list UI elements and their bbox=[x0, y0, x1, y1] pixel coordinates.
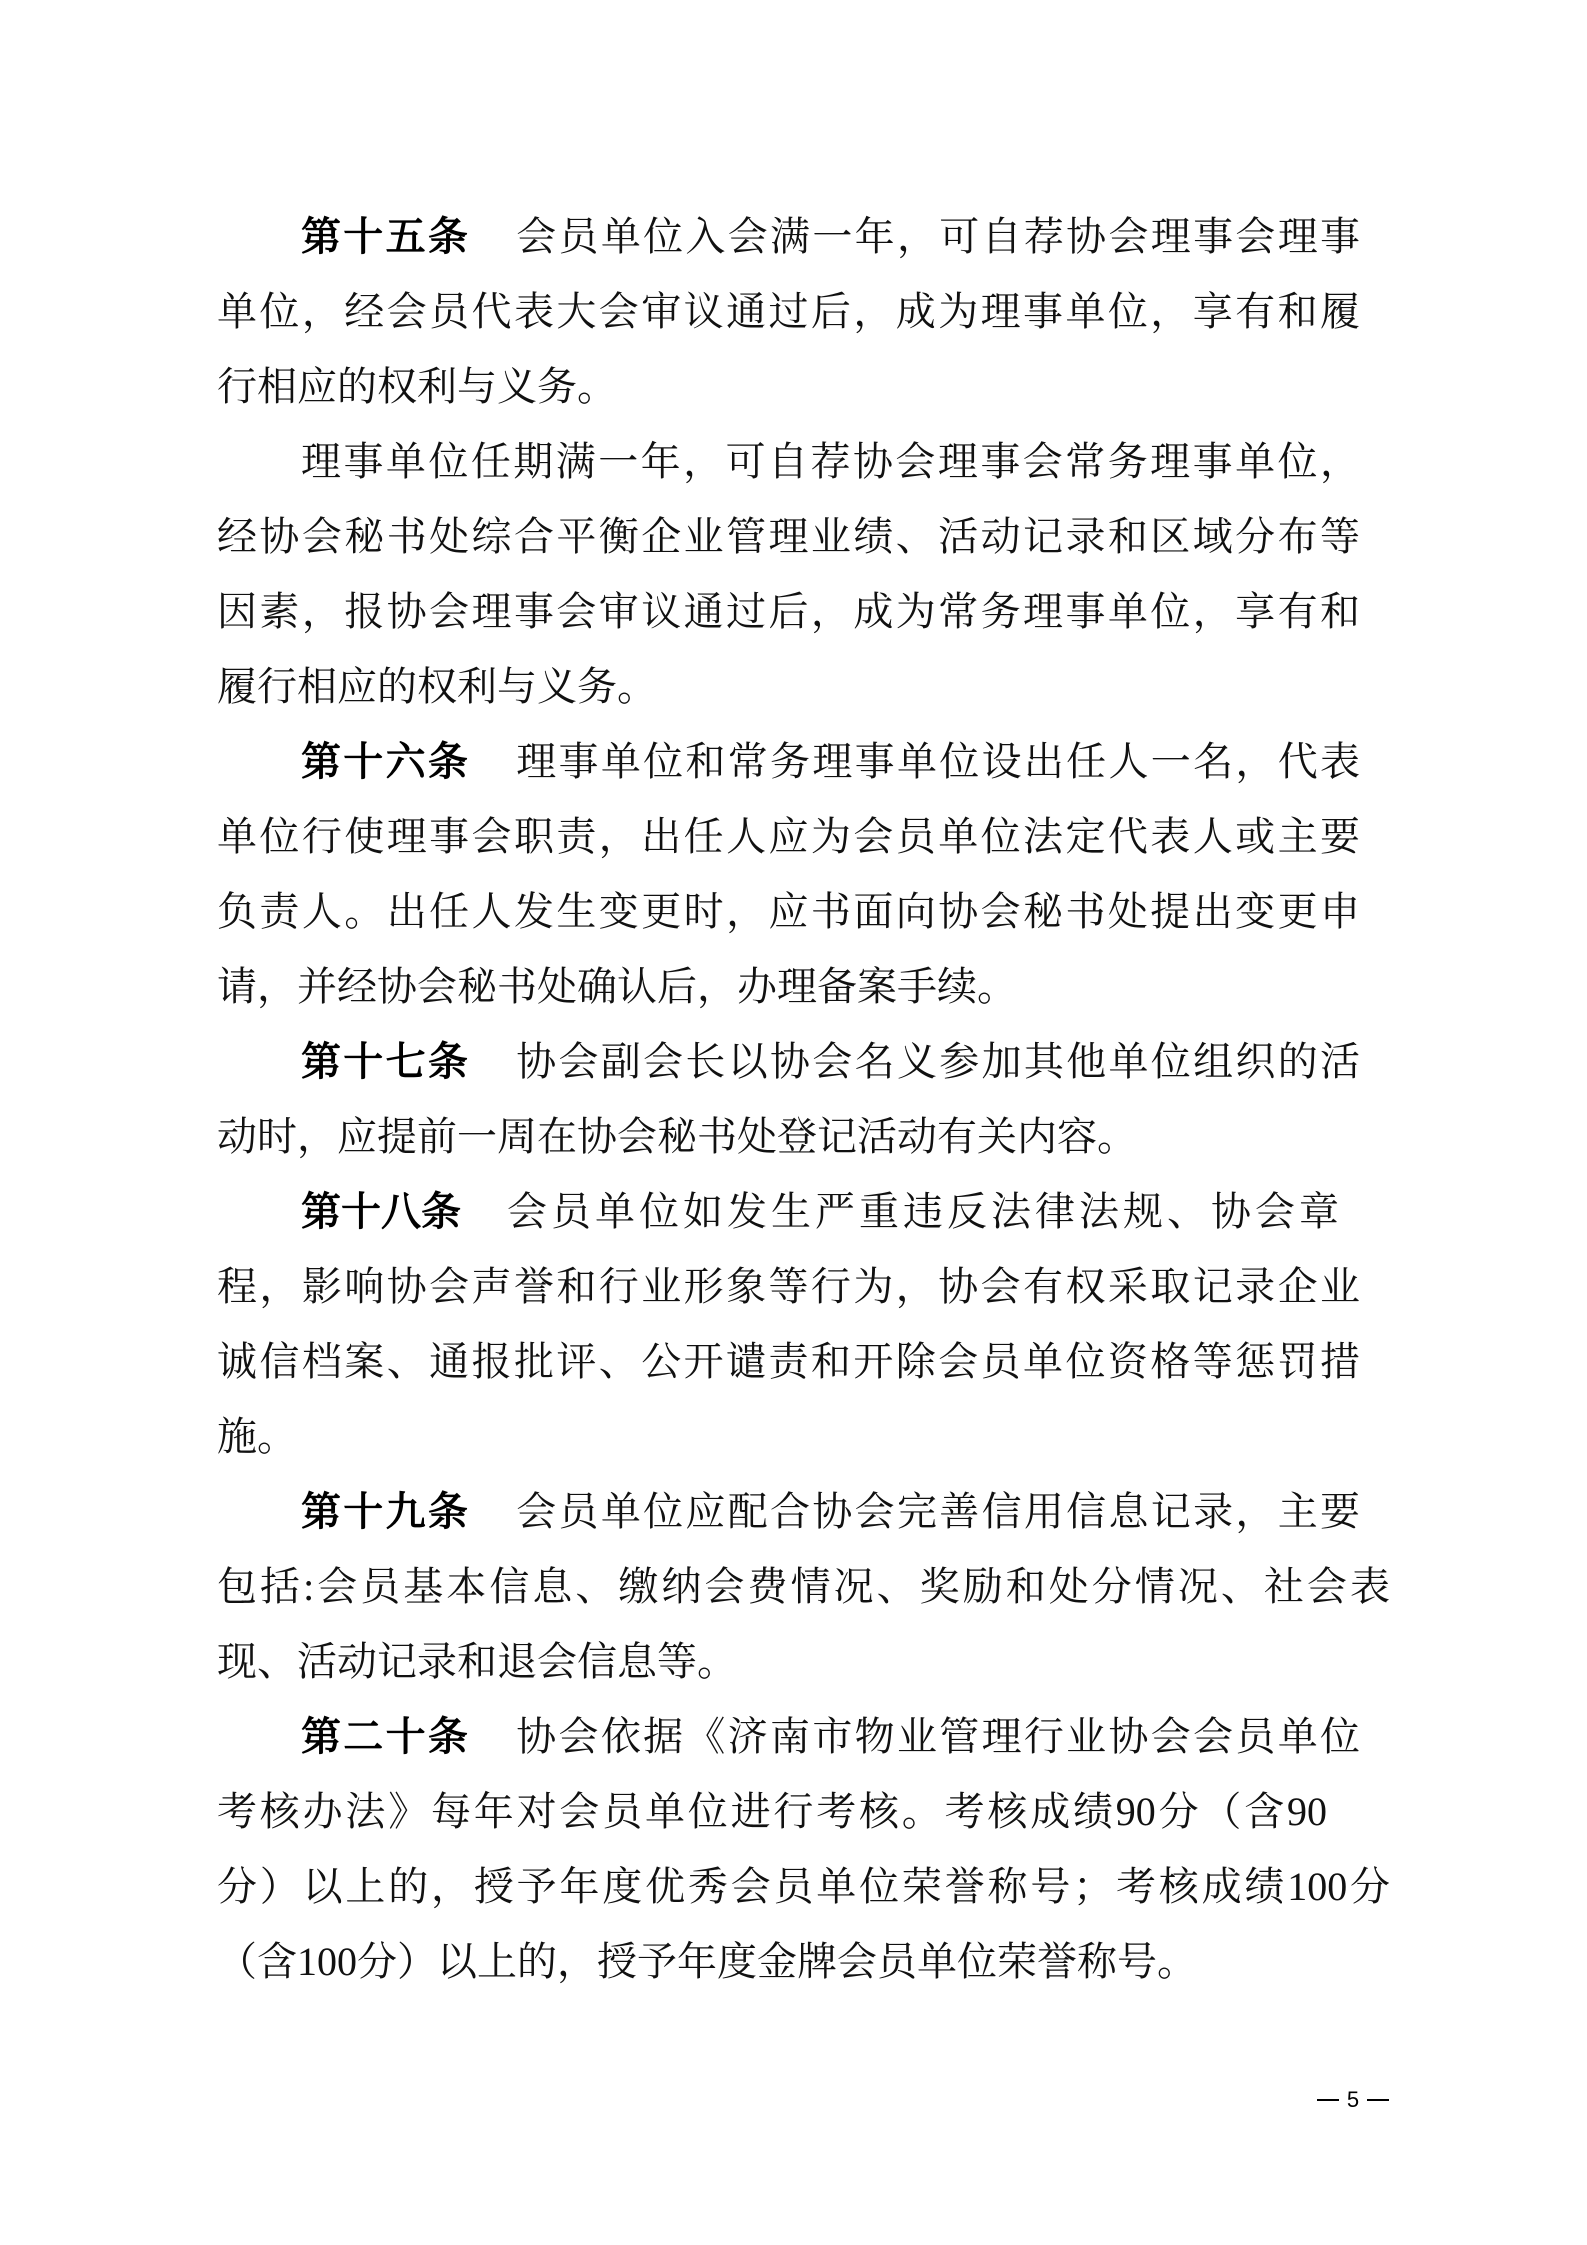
article-15-line-3: 行相应的权利与义务。 bbox=[217, 364, 617, 409]
article-16-text-1: 理事单位和常务理事单位设出任人一名，代表 bbox=[516, 739, 1361, 784]
article-18-line-2: 程，影响协会声誉和行业形象等行为，协会有权采取记录企业 bbox=[217, 1264, 1360, 1309]
document-body bbox=[217, 199, 1390, 1999]
article-15-para-2-line-3: 因素，报协会理事会审议通过后，成为常务理事单位，享有和 bbox=[217, 589, 1360, 634]
article-15-para-2-line-1: 理事单位任期满一年，可自荐协会理事会常务理事单位， bbox=[301, 439, 1360, 484]
article-16-line-4: 请，并经协会秘书处确认后，办理备案手续。 bbox=[217, 964, 1017, 1009]
article-15-line-2: 单位，经会员代表大会审议通过后，成为理事单位，享有和履 bbox=[217, 289, 1360, 334]
page-number-left-dash bbox=[1317, 2099, 1339, 2101]
article-20-line-3: 分）以上的，授予年度优秀会员单位荣誉称号；考核成绩100分 bbox=[217, 1864, 1390, 1909]
article-15-para-2-line-4: 履行相应的权利与义务。 bbox=[217, 664, 657, 709]
article-15-heading: 第十五条 bbox=[301, 215, 471, 259]
article-20-text-1: 协会依据《济南市物业管理行业协会会员单位 bbox=[516, 1714, 1361, 1759]
article-17-heading: 第十七条 bbox=[301, 1040, 471, 1084]
article-17-line-2: 动时，应提前一周在协会秘书处登记活动有关内容。 bbox=[217, 1114, 1137, 1159]
page-number bbox=[1317, 2086, 1389, 2114]
article-18-heading: 第十八条 bbox=[301, 1190, 461, 1234]
article-16-line-1 bbox=[217, 724, 1360, 799]
article-19-line-3: 现、活动记录和退会信息等。 bbox=[217, 1639, 737, 1684]
article-19-line-1 bbox=[217, 1474, 1360, 1549]
article-16-heading: 第十六条 bbox=[301, 740, 471, 784]
article-17-line-1 bbox=[217, 1024, 1360, 1099]
article-18-line-3: 诚信档案、通报批评、公开谴责和开除会员单位资格等惩罚措 bbox=[217, 1339, 1360, 1384]
article-19-heading: 第十九条 bbox=[301, 1490, 471, 1534]
article-20-line-2: 考核办法》每年对会员单位进行考核。考核成绩90分（含90 bbox=[217, 1789, 1327, 1834]
article-16-line-2: 单位行使理事会职责，出任人应为会员单位法定代表人或主要 bbox=[217, 814, 1360, 859]
article-15-text-1: 会员单位入会满一年，可自荐协会理事会理事 bbox=[516, 214, 1361, 259]
article-18-line-4: 施。 bbox=[217, 1414, 297, 1459]
article-17-text-1: 协会副会长以协会名义参加其他单位组织的活 bbox=[516, 1039, 1361, 1084]
article-18-line-1 bbox=[217, 1174, 1360, 1249]
article-19-line-2: 包括:会员基本信息、缴纳会费情况、奖励和处分情况、社会表 bbox=[217, 1564, 1390, 1609]
page-number-value: 5 bbox=[1346, 2087, 1360, 2112]
article-15-para-2-line-2: 经协会秘书处综合平衡企业管理业绩、活动记录和区域分布等 bbox=[217, 514, 1360, 559]
article-20-line-1 bbox=[217, 1699, 1360, 1774]
article-20-line-4: （含100分）以上的，授予年度金牌会员单位荣誉称号。 bbox=[217, 1939, 1197, 1984]
article-19-text-1: 会员单位应配合协会完善信用信息记录，主要 bbox=[516, 1489, 1361, 1534]
page-number-right-dash bbox=[1367, 2099, 1389, 2101]
article-20-heading: 第二十条 bbox=[301, 1715, 471, 1759]
article-15-line-1 bbox=[217, 199, 1360, 274]
article-18-text-1: 会员单位如发生严重违反法律法规、协会章 bbox=[507, 1189, 1343, 1234]
article-16-line-3: 负责人。出任人发生变更时，应书面向协会秘书处提出变更申 bbox=[217, 889, 1360, 934]
